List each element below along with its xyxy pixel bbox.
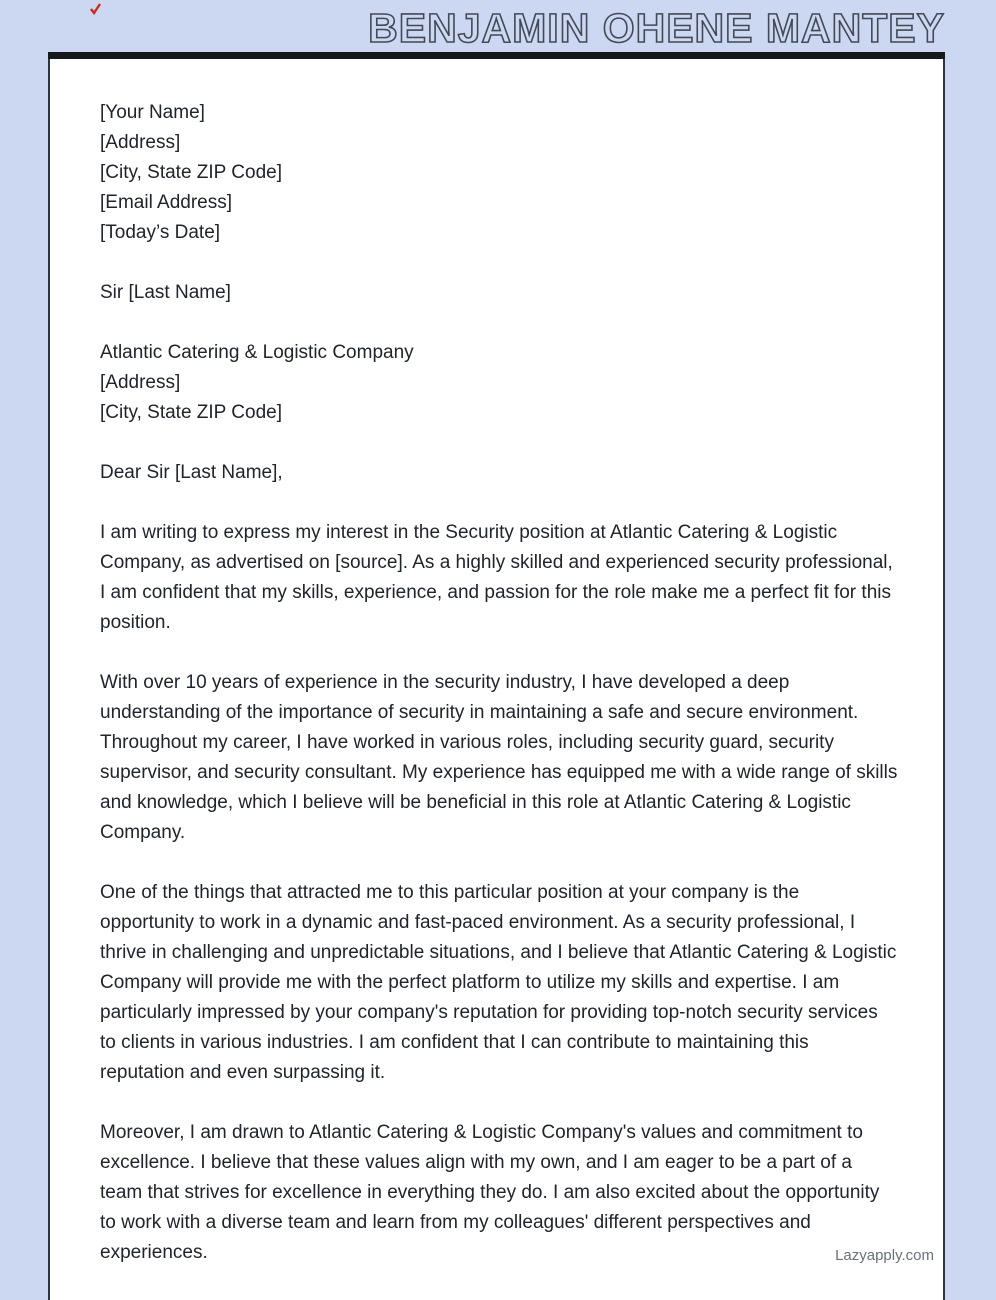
- attention-text: Sir [Last Name]: [100, 282, 231, 303]
- letter-page: [48, 59, 945, 1300]
- sender-address-block: [100, 98, 898, 248]
- sender-line: [Address]: [100, 132, 181, 153]
- attention-line: [100, 278, 898, 308]
- sender-line: [Your Name]: [100, 102, 205, 123]
- letter-paragraph: With over 10 years of experience in the security industry, I have developed a deep understanding of the importance of security in maintaining a safe and secure environment. Throughout my career, I have worked in various roles, including security guard, security supervisor, and security consultant. My experience has equipped me with a wide range of skills and knowledge, which I believe will be beneficial in this role at Atlantic Catering & Logistic Company.: [100, 672, 898, 843]
- letter-paragraph: I am writing to express my interest in the Security position at Atlantic Catering & Logistic Company, as advertised on [source]. As a highly skilled and experienced security professional, I am confident that my skills, experience, and passion for the role make me a perfect fit for this position.: [100, 522, 893, 633]
- recipient-line: [City, State ZIP Code]: [100, 402, 282, 423]
- greeting-text: Dear Sir [Last Name],: [100, 462, 283, 483]
- page-title: BENJAMIN OHENE MANTEY: [368, 5, 945, 51]
- recipient-line: [Address]: [100, 372, 181, 393]
- sender-line: [City, State ZIP Code]: [100, 162, 282, 183]
- recipient-line: Atlantic Catering & Logistic Company: [100, 342, 414, 363]
- sender-line: [Today’s Date]: [100, 222, 221, 243]
- sender-line: [Email Address]: [100, 192, 232, 213]
- letter-paragraph: One of the things that attracted me to this particular position at your company is the opportunity to work in a dynamic and fast-paced environment. As a security professional, I thrive in challenging and unpredictable situations, and I believe that Atlantic Catering & Logistic Company will provide me with the perfect platform to utilize my skills and expertise. I am particularly impressed by your company's reputation for providing top-notch security services to clients in various industries. I am confident that I can contribute to maintaining this reputation and even surpassing it.: [100, 882, 897, 1083]
- letter-content: [50, 59, 943, 1268]
- red-mark-icon: [90, 2, 102, 14]
- recipient-address-block: [100, 338, 898, 428]
- watermark-text: Lazyapply.com: [835, 1247, 934, 1264]
- header-divider-bar: [48, 52, 945, 59]
- letter-paragraph: Moreover, I am drawn to Atlantic Catering & Logistic Company's values and commitment to excellence. I believe that these values align with my own, and I am eager to be a part of a team that strives for excellence in everything they do. I am also excited about the opportunity to work with a diverse team and learn from my colleagues' different perspectives and experiences.: [100, 1122, 880, 1263]
- greeting-line: [100, 458, 898, 488]
